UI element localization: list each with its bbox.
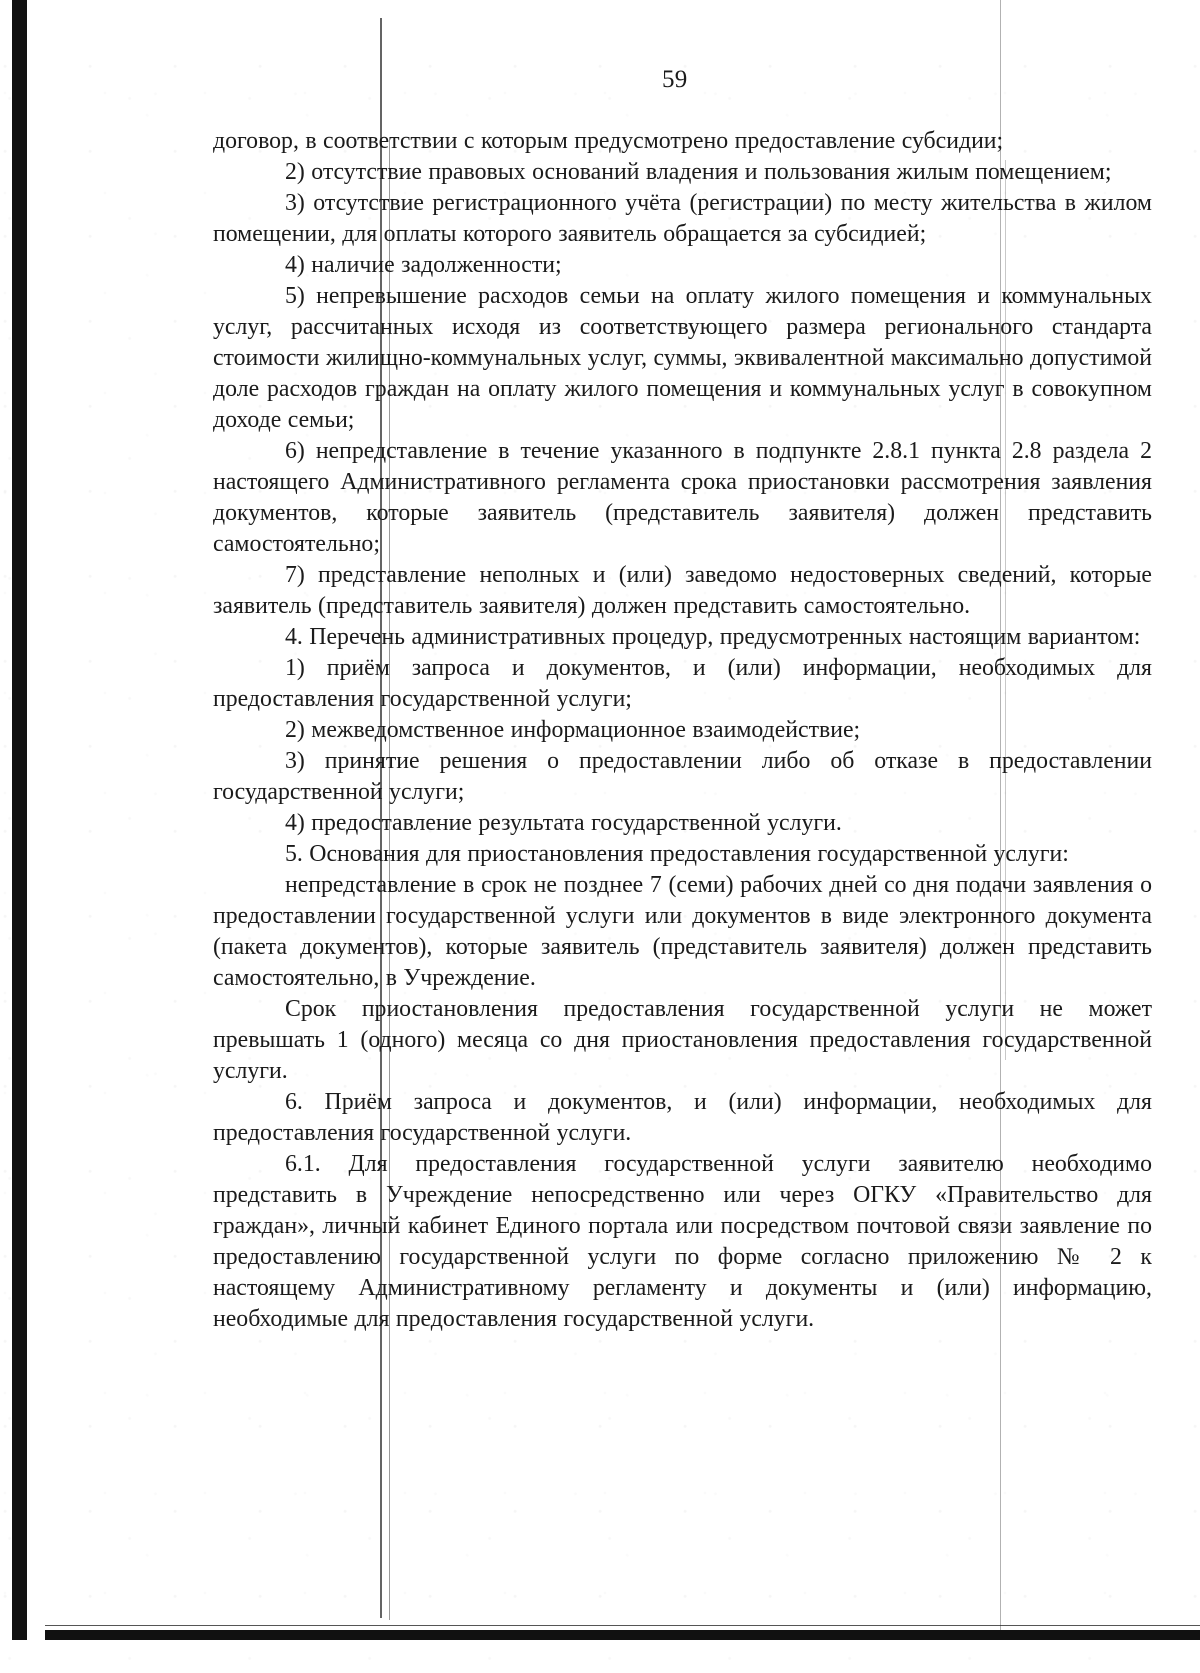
paragraph: 3) отсутствие регистрационного учёта (регистрации) по месту жительства в жилом помещении, для оплаты которого заявитель обращается за субсидией; (213, 190, 1152, 247)
paragraph: 2) межведомственное информационное взаимодействие; (285, 717, 861, 743)
paragraph: 3) принятие решения о предоставлении либо об отказе в предоставлении государственной услуги; (213, 748, 1152, 805)
paragraph: 7) представление неполных и (или) заведомо недостоверных сведений, которые заявитель (представитель заявителя) должен представить самостоятельно. (213, 562, 1152, 619)
paragraph: непредставление в срок не позднее 7 (семи) рабочих дней со дня подачи заявления о предоставлении государственной услуги или документов в виде электронного документа (пакета документов), которые заявитель (представитель заявителя) должен представить самостоятельно, в Учреждение. (213, 872, 1152, 991)
paragraph: 4. Перечень административных процедур, предусмотренных настоящим вариантом: (285, 624, 1141, 650)
paragraph: 6) непредставление в течение указанного в подпункте 2.8.1 пункта 2.8 раздела 2 настоящего Административного регламента срока приостановки рассмотрения заявления документов, которые заявитель (представитель заявителя) должен представить самостоятельно; (213, 438, 1152, 557)
page-number: 59 (662, 66, 688, 93)
paragraph: 4) предоставление результата государственной услуги. (285, 810, 842, 836)
paragraph: договор, в соответствии с которым предусмотрено предоставление субсидии; (213, 128, 1004, 154)
paragraph: 6.1. Для предоставления государственной услуги заявителю необходимо представить в Учреждение непосредственно или через ОГКУ «Правительство для граждан», личный кабинет Единого портала или посредством почтовой связи заявление по предоставлению государственной услуги по форме согласно приложению № 2 к настоящему Административному регламенту и документы и (или) информацию, необходимые для предоставления государственной услуги. (213, 1151, 1152, 1332)
paragraph: 4) наличие задолженности; (285, 252, 562, 278)
scan-bottom-border (45, 1630, 1200, 1640)
scan-bottom-line (45, 1625, 1200, 1626)
paragraph: 5. Основания для приостановления предоставления государственной услуги: (285, 841, 1069, 867)
paragraph: 6. Приём запроса и документов, и (или) информации, необходимых для предоставления государственной услуги. (213, 1089, 1152, 1146)
paragraph: 2) отсутствие правовых оснований владения и пользования жилым помещением; (285, 159, 1112, 185)
document-body (213, 126, 1152, 1335)
paragraph: 5) непревышение расходов семьи на оплату жилого помещения и коммунальных услуг, рассчитанных исходя из соответствующего размера регионального стандарта стоимости жилищно-коммунальных услуг, суммы, эквивалентной максимально допустимой доле расходов граждан на оплату жилого помещения и коммунальных услуг в совокупном доходе семьи; (213, 283, 1152, 433)
paragraph: 1) приём запроса и документов, и (или) информации, необходимых для предоставления государственной услуги; (213, 655, 1152, 712)
scan-left-border (12, 0, 27, 1640)
paragraph: Срок приостановления предоставления государственной услуги не может превышать 1 (одного) месяца со дня приостановления предоставления государственной услуги. (213, 996, 1152, 1084)
